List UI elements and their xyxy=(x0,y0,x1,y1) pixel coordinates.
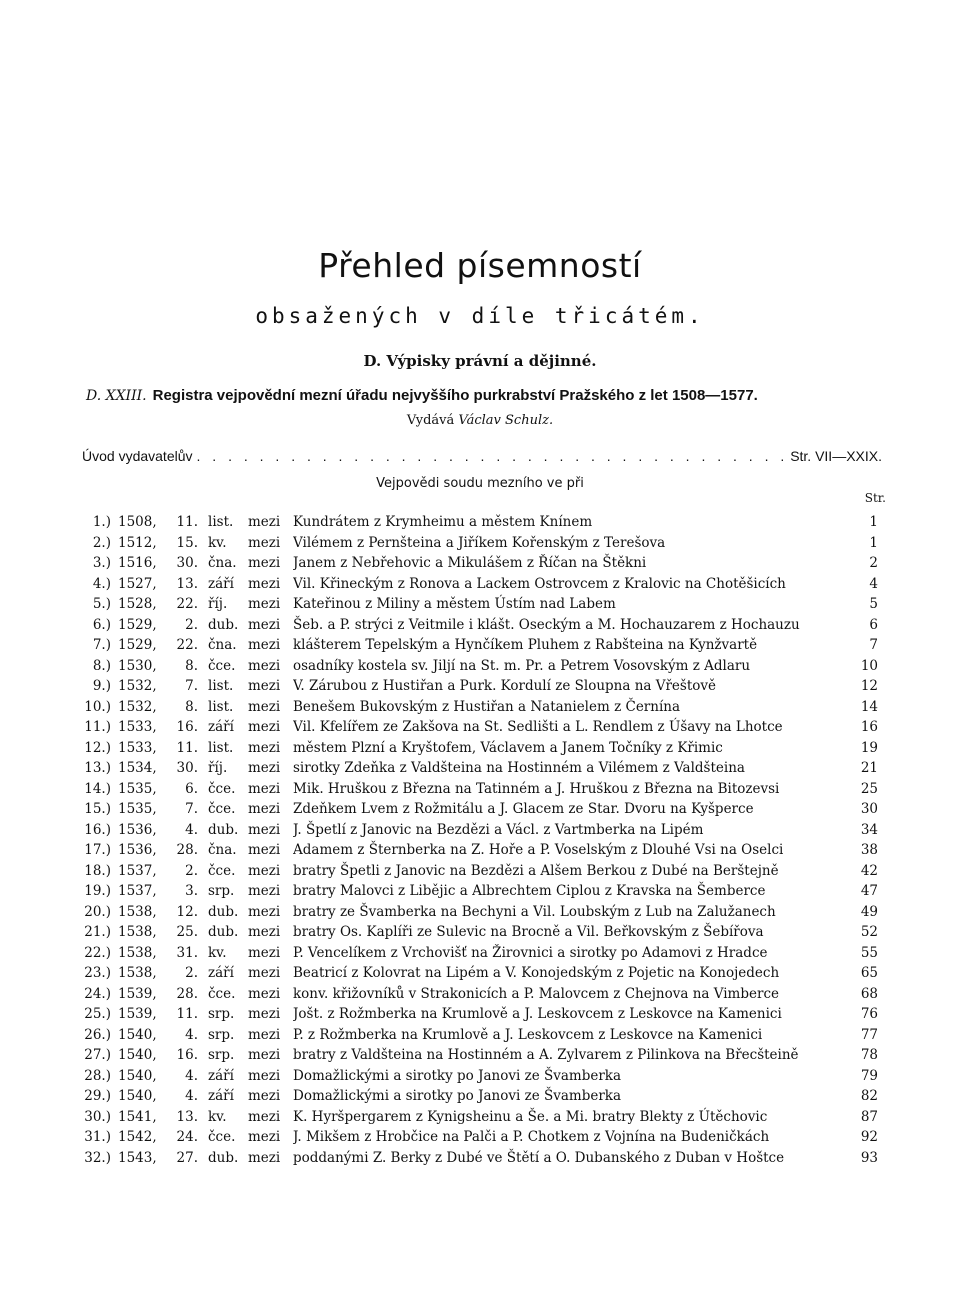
entry-description: Kateřinou z Miliny a městem Ústím nad Labem xyxy=(293,596,616,612)
entry-number: 3.) xyxy=(92,555,111,571)
entry-description: Benešem Bukovským z Hustiřan a Natanielem z Černína xyxy=(293,698,681,715)
list-item xyxy=(0,656,960,676)
entry-year: 1540, xyxy=(118,1067,157,1084)
entry-year: 1529, xyxy=(118,637,157,653)
entry-page: 5 xyxy=(869,596,878,612)
entry-day: 25. xyxy=(176,924,198,940)
entry-page: 68 xyxy=(860,985,878,1002)
entry-description: K. Hyršpergarem z Kynigsheinu a Še. a Mi. bratry Blekty z Útěchovic xyxy=(293,1108,768,1125)
entry-day: 16. xyxy=(176,719,198,735)
entry-mezi: mezi xyxy=(248,862,281,879)
entry-year: 1512, xyxy=(118,534,157,551)
entry-description: J. Špetlí z Janovic na Bezdězi a Václ. z Vartmberka na Lipém xyxy=(293,821,704,838)
entry-number: 21.) xyxy=(84,924,111,940)
editor-name: Václav Schulz. xyxy=(458,413,554,428)
entry-description: Jošt. z Rožmberka na Krumlově a J. Leskovcem z Leskovce na Kamenici xyxy=(293,1006,782,1022)
entry-day: 8. xyxy=(185,657,198,674)
entry-day: 22. xyxy=(176,637,198,653)
entry-month: list. xyxy=(208,698,234,715)
entry-mezi: mezi xyxy=(248,821,281,838)
entry-number: 15.) xyxy=(84,801,111,817)
entry-year: 1530, xyxy=(118,657,157,674)
list-item xyxy=(0,717,960,737)
entry-page: 77 xyxy=(860,1026,878,1043)
entry-page: 30 xyxy=(860,801,878,817)
entry-number: 19.) xyxy=(84,883,111,899)
entry-year: 1527, xyxy=(118,575,157,592)
entry-page: 87 xyxy=(860,1108,878,1125)
entry-mezi: mezi xyxy=(248,1108,281,1125)
entry-year: 1535, xyxy=(118,801,157,817)
list-item xyxy=(0,738,960,758)
entry-year: 1541, xyxy=(118,1108,157,1125)
entry-description: konv. křižovníků v Strakonicích a P. Malovcem z Chejnova na Vimberce xyxy=(293,985,779,1002)
entry-description: P. Vencelíkem z Vrchovišť na Žirovnici a sirotky po Adamovi z Hradce xyxy=(293,944,768,961)
entry-month: čna. xyxy=(208,637,237,653)
entry-number: 13.) xyxy=(84,760,111,776)
entry-number: 11.) xyxy=(84,719,111,735)
list-item xyxy=(0,840,960,860)
entry-year: 1537, xyxy=(118,862,157,879)
entry-mezi: mezi xyxy=(248,678,281,694)
entry-page: 19 xyxy=(860,739,878,756)
list-item xyxy=(0,1004,960,1024)
entry-day: 22. xyxy=(176,596,198,612)
entry-day: 30. xyxy=(176,760,198,776)
entry-month: čce. xyxy=(208,1129,236,1145)
entry-month: srp. xyxy=(208,1047,235,1063)
entry-day: 11. xyxy=(176,514,198,530)
entry-page: 14 xyxy=(860,698,878,715)
list-item xyxy=(0,553,960,573)
section-heading: D. Výpisky právní a dějinné. xyxy=(363,352,597,370)
list-item xyxy=(0,902,960,922)
entry-page: 55 xyxy=(860,944,878,961)
list-item xyxy=(0,963,960,983)
entry-month: čce. xyxy=(208,862,236,879)
entry-mezi: mezi xyxy=(248,739,281,756)
entry-day: 7. xyxy=(185,801,198,817)
entry-mezi: mezi xyxy=(248,1006,281,1022)
entry-month: srp. xyxy=(208,1006,235,1022)
editor-line xyxy=(0,413,960,428)
entry-number: 4.) xyxy=(92,575,111,592)
list-item xyxy=(0,1066,960,1086)
entry-mezi: mezi xyxy=(248,719,281,735)
entry-page: 92 xyxy=(860,1129,878,1145)
entry-page: 16 xyxy=(860,719,878,735)
entry-day: 4. xyxy=(185,1067,198,1084)
entry-month: list. xyxy=(208,739,234,756)
entry-day: 27. xyxy=(176,1149,198,1166)
entry-page: 25 xyxy=(860,780,878,797)
entry-year: 1532, xyxy=(118,678,157,694)
entry-day: 7. xyxy=(185,678,198,694)
entry-description: bratry ze Švamberka na Bechyni a Vil. Loubským z Lub na Zalužanech xyxy=(293,903,776,920)
entry-mezi: mezi xyxy=(248,698,281,715)
entry-mezi: mezi xyxy=(248,575,281,592)
entry-mezi: mezi xyxy=(248,514,281,530)
entry-description: bratry Malovci z Libějic a Albrechtem Ciplou z Kravska na Šemberce xyxy=(293,883,766,899)
entry-mezi: mezi xyxy=(248,1129,281,1145)
entry-year: 1533, xyxy=(118,719,157,735)
entry-page: 21 xyxy=(860,760,878,776)
entry-year: 1529, xyxy=(118,616,157,633)
list-item xyxy=(0,574,960,594)
page-column-label: Str. xyxy=(864,491,886,505)
entry-description: Zdeňkem Lvem z Rožmitálu a J. Glacem ze Star. Dvoru na Kyšperce xyxy=(293,801,754,817)
list-item xyxy=(0,820,960,840)
entry-number: 27.) xyxy=(84,1047,111,1063)
entry-number: 16.) xyxy=(84,821,111,838)
entry-day: 13. xyxy=(176,575,198,592)
entry-number: 31.) xyxy=(84,1129,111,1145)
series-title: Registra vejpovědní mezní úřadu nejvyššího purkrabství Pražského z let 1508—1577. xyxy=(152,387,758,404)
entry-year: 1535, xyxy=(118,780,157,797)
entry-month: září xyxy=(208,965,234,981)
entry-mezi: mezi xyxy=(248,534,281,551)
entry-month: čce. xyxy=(208,801,236,817)
dot-leader xyxy=(197,448,787,464)
entry-day: 12. xyxy=(176,903,198,920)
entry-month: září xyxy=(208,1067,234,1084)
entry-number: 18.) xyxy=(84,862,111,879)
entry-year: 1516, xyxy=(118,555,157,571)
entry-page: 6 xyxy=(869,616,878,633)
entry-mezi: mezi xyxy=(248,965,281,981)
entry-number: 22.) xyxy=(84,944,111,961)
list-item xyxy=(0,1107,960,1127)
entry-number: 25.) xyxy=(84,1006,111,1022)
entry-day: 28. xyxy=(176,985,198,1002)
entry-description: Domažlickými a sirotky po Janovi ze Švamberka xyxy=(293,1067,622,1084)
entry-day: 4. xyxy=(185,821,198,838)
entry-day: 15. xyxy=(176,534,198,551)
entry-number: 17.) xyxy=(84,842,111,858)
entry-description: Vil. Kfelířem ze Zakšova na St. Sedlišti a L. Rendlem z Úšavy na Lhotce xyxy=(293,719,783,735)
entry-year: 1538, xyxy=(118,944,157,961)
entry-year: 1539, xyxy=(118,1006,157,1022)
entry-month: září xyxy=(208,1088,234,1104)
intro-pages: Str. VII—XXIX. xyxy=(790,448,882,464)
list-item xyxy=(0,779,960,799)
entry-mezi: mezi xyxy=(248,801,281,817)
entry-page: 2 xyxy=(869,555,878,571)
entry-number: 2.) xyxy=(92,534,111,551)
intro-label: Úvod vydavatelův xyxy=(82,448,193,464)
entry-description: osadníky kostela sv. Jiljí na St. m. Pr. a Petrem Vosovským z Adlaru xyxy=(293,657,751,674)
entry-description: V. Zárubou z Hustiřan a Purk. Kordulí ze Sloupna na Vřeštově xyxy=(293,678,717,694)
entry-page: 34 xyxy=(860,821,878,838)
entry-day: 28. xyxy=(176,842,198,858)
entry-month: dub. xyxy=(208,616,239,633)
entry-description: Janem z Nebřehovic a Mikulášem z Říčan na Štěkni xyxy=(293,555,647,571)
entry-number: 9.) xyxy=(92,678,111,694)
entry-description: J. Mikšem z Hrobčice na Palči a P. Chotkem z Vojnína na Budeničkách xyxy=(293,1129,770,1145)
entry-page: 79 xyxy=(860,1067,878,1084)
entry-month: srp. xyxy=(208,1026,235,1043)
list-item xyxy=(0,861,960,881)
entry-page: 93 xyxy=(860,1149,878,1166)
entry-year: 1542, xyxy=(118,1129,157,1145)
entry-page: 76 xyxy=(860,1006,878,1022)
entry-page: 1 xyxy=(869,514,878,530)
series-heading xyxy=(86,387,906,404)
entry-page: 10 xyxy=(860,657,878,674)
entry-day: 4. xyxy=(185,1088,198,1104)
entry-year: 1534, xyxy=(118,760,157,776)
entry-page: 1 xyxy=(869,534,878,551)
entry-month: kv. xyxy=(208,1108,227,1125)
entry-mezi: mezi xyxy=(248,903,281,920)
list-item xyxy=(0,533,960,553)
page-title: Přehled písemností xyxy=(318,246,642,285)
entry-month: září xyxy=(208,719,234,735)
entry-year: 1536, xyxy=(118,842,157,858)
entry-number: 30.) xyxy=(84,1108,111,1125)
entry-year: 1537, xyxy=(118,883,157,899)
entry-year: 1538, xyxy=(118,903,157,920)
entry-month: čce. xyxy=(208,780,236,797)
entry-day: 6. xyxy=(185,780,198,797)
entry-day: 16. xyxy=(176,1047,198,1063)
entry-month: říj. xyxy=(208,760,228,776)
entry-number: 26.) xyxy=(84,1026,111,1043)
entry-page: 12 xyxy=(860,678,878,694)
entry-description: Vil. Křineckým z Ronova a Lackem Ostrovcem z Kralovic na Chotěšicích xyxy=(293,575,786,592)
entry-mezi: mezi xyxy=(248,842,281,858)
list-item xyxy=(0,1127,960,1147)
list-item xyxy=(0,1086,960,1106)
entry-month: dub. xyxy=(208,1149,239,1166)
list-item xyxy=(0,1148,960,1168)
entry-number: 6.) xyxy=(92,616,111,633)
entry-page: 38 xyxy=(860,842,878,858)
entry-description: Kundrátem z Krymheimu a městem Knínem xyxy=(293,514,593,530)
entry-day: 13. xyxy=(176,1108,198,1125)
entry-year: 1508, xyxy=(118,514,157,530)
entry-number: 10.) xyxy=(84,698,111,715)
entry-page: 65 xyxy=(860,965,878,981)
entry-month: kv. xyxy=(208,944,227,961)
entry-page: 7 xyxy=(869,637,878,653)
list-item xyxy=(0,922,960,942)
entry-month: list. xyxy=(208,678,234,694)
entry-number: 12.) xyxy=(84,739,111,756)
entry-number: 7.) xyxy=(92,637,111,653)
entry-description: bratry Os. Kaplíři ze Sulevic na Brocně a Vil. Beřkovským z Šebířova xyxy=(293,924,764,940)
entry-day: 24. xyxy=(176,1129,198,1145)
entry-month: srp. xyxy=(208,883,235,899)
entry-page: 52 xyxy=(860,924,878,940)
entry-mezi: mezi xyxy=(248,596,281,612)
page-subtitle: obsažených v díle třicátém. xyxy=(255,304,705,328)
entry-day: 11. xyxy=(176,739,198,756)
entry-description: sirotky Zdeňka z Valdšteina na Hostinném a Vilémem z Valdšteina xyxy=(293,760,745,776)
entry-number: 23.) xyxy=(84,965,111,981)
entry-day: 3. xyxy=(185,883,198,899)
entry-mezi: mezi xyxy=(248,555,281,571)
entry-year: 1540, xyxy=(118,1026,157,1043)
entry-month: dub. xyxy=(208,903,239,920)
entry-page: 42 xyxy=(860,862,878,879)
entry-description: Domažlickými a sirotky po Janovi ze Švamberka xyxy=(293,1088,622,1104)
entry-month: čce. xyxy=(208,657,236,674)
entry-mezi: mezi xyxy=(248,657,281,674)
entry-year: 1533, xyxy=(118,739,157,756)
entry-page: 4 xyxy=(869,575,878,592)
entry-month: kv. xyxy=(208,534,227,551)
entry-day: 31. xyxy=(176,944,198,961)
entry-mezi: mezi xyxy=(248,780,281,797)
entry-day: 4. xyxy=(185,1026,198,1043)
entry-description: poddanými Z. Berky z Dubé ve Štětí a O. Dubanského z Duban v Hoštce xyxy=(293,1149,785,1166)
list-item xyxy=(0,1025,960,1045)
entry-month: dub. xyxy=(208,821,239,838)
entry-month: čce. xyxy=(208,985,236,1002)
entry-mezi: mezi xyxy=(248,944,281,961)
entry-description: Mik. Hruškou z Března na Tatinném a J. Hruškou z Března na Bitozevsi xyxy=(293,780,780,797)
entry-description: klášterem Tepelským a Hynčíkem Pluhem z Rabšteina na Kynžvartě xyxy=(293,637,758,653)
entry-day: 2. xyxy=(185,965,198,981)
entry-year: 1539, xyxy=(118,985,157,1002)
entry-page: 82 xyxy=(860,1088,878,1104)
entry-description: bratry Špetli z Janovic na Bezdězi a Alšem Berkou z Dubé na Berštejně xyxy=(293,862,779,879)
entry-number: 20.) xyxy=(84,903,111,920)
entry-number: 24.) xyxy=(84,985,111,1002)
entry-month: čna. xyxy=(208,842,237,858)
entry-year: 1540, xyxy=(118,1088,157,1104)
entry-mezi: mezi xyxy=(248,1026,281,1043)
entry-description: Adamem z Šternberka na Z. Hoře a P. Voselským z Dlouhé Vsi na Oselci xyxy=(293,842,784,858)
entry-description: městem Plzní a Kryštofem, Václavem a Janem Točníky z Křimic xyxy=(293,739,723,756)
entry-day: 2. xyxy=(185,616,198,633)
entry-number: 29.) xyxy=(84,1088,111,1104)
list-item xyxy=(0,1045,960,1065)
entry-mezi: mezi xyxy=(248,1088,281,1104)
entry-year: 1528, xyxy=(118,596,157,612)
entry-month: čna. xyxy=(208,555,237,571)
entry-number: 8.) xyxy=(92,657,111,674)
entry-year: 1538, xyxy=(118,924,157,940)
list-item xyxy=(0,697,960,717)
entry-mezi: mezi xyxy=(248,1067,281,1084)
entry-mezi: mezi xyxy=(248,1047,281,1063)
entry-description: bratry z Valdšteina na Hostinném a A. Zylvarem z Pilinkova na Břecšteině xyxy=(293,1047,799,1063)
entry-month: list. xyxy=(208,514,234,530)
list-item xyxy=(0,512,960,532)
entry-month: dub. xyxy=(208,924,239,940)
entry-number: 32.) xyxy=(84,1149,111,1166)
entry-mezi: mezi xyxy=(248,760,281,776)
list-item xyxy=(0,758,960,778)
series-id: D. XXIII. xyxy=(86,388,147,404)
list-item xyxy=(0,799,960,819)
list-item xyxy=(0,881,960,901)
entry-page: 49 xyxy=(860,903,878,920)
entry-description: Vilémem z Pernšteina a Jiříkem Kořenským z Terešova xyxy=(293,534,666,551)
entry-description: P. z Rožmberka na Krumlově a J. Leskovcem z Leskovce na Kamenici xyxy=(293,1026,763,1043)
entry-day: 11. xyxy=(176,1006,198,1022)
entry-year: 1540, xyxy=(118,1047,157,1063)
entry-year: 1532, xyxy=(118,698,157,715)
entry-month: říj. xyxy=(208,596,228,612)
entry-year: 1538, xyxy=(118,965,157,981)
list-item xyxy=(0,594,960,614)
entry-number: 5.) xyxy=(92,596,111,612)
entry-number: 28.) xyxy=(84,1067,111,1084)
entry-mezi: mezi xyxy=(248,637,281,653)
entry-day: 2. xyxy=(185,862,198,879)
entry-mezi: mezi xyxy=(248,1149,281,1166)
entry-day: 8. xyxy=(185,698,198,715)
list-item xyxy=(0,615,960,635)
entry-mezi: mezi xyxy=(248,616,281,633)
table-heading: Vejpovědi soudu mezního ve při xyxy=(376,476,584,491)
entry-day: 30. xyxy=(176,555,198,571)
entry-year: 1543, xyxy=(118,1149,157,1166)
intro-entry xyxy=(82,448,882,466)
entry-mezi: mezi xyxy=(248,924,281,940)
list-item xyxy=(0,984,960,1004)
editor-prefix: Vydává xyxy=(406,413,455,428)
entry-number: 14.) xyxy=(84,780,111,797)
list-item xyxy=(0,635,960,655)
entry-number: 1.) xyxy=(92,514,111,530)
entry-page: 78 xyxy=(860,1047,878,1063)
entry-month: září xyxy=(208,575,234,592)
entry-year: 1536, xyxy=(118,821,157,838)
entry-description: Beatricí z Kolovrat na Lipém a V. Konojedským z Pojetic na Konojedech xyxy=(293,965,780,981)
entry-mezi: mezi xyxy=(248,985,281,1002)
list-item xyxy=(0,943,960,963)
entry-page: 47 xyxy=(860,883,878,899)
list-item xyxy=(0,676,960,696)
entry-mezi: mezi xyxy=(248,883,281,899)
entry-description: Šeb. a P. strýci z Veitmile i klášt. Oseckým a M. Hochauzarem z Hochauzu xyxy=(293,616,800,633)
